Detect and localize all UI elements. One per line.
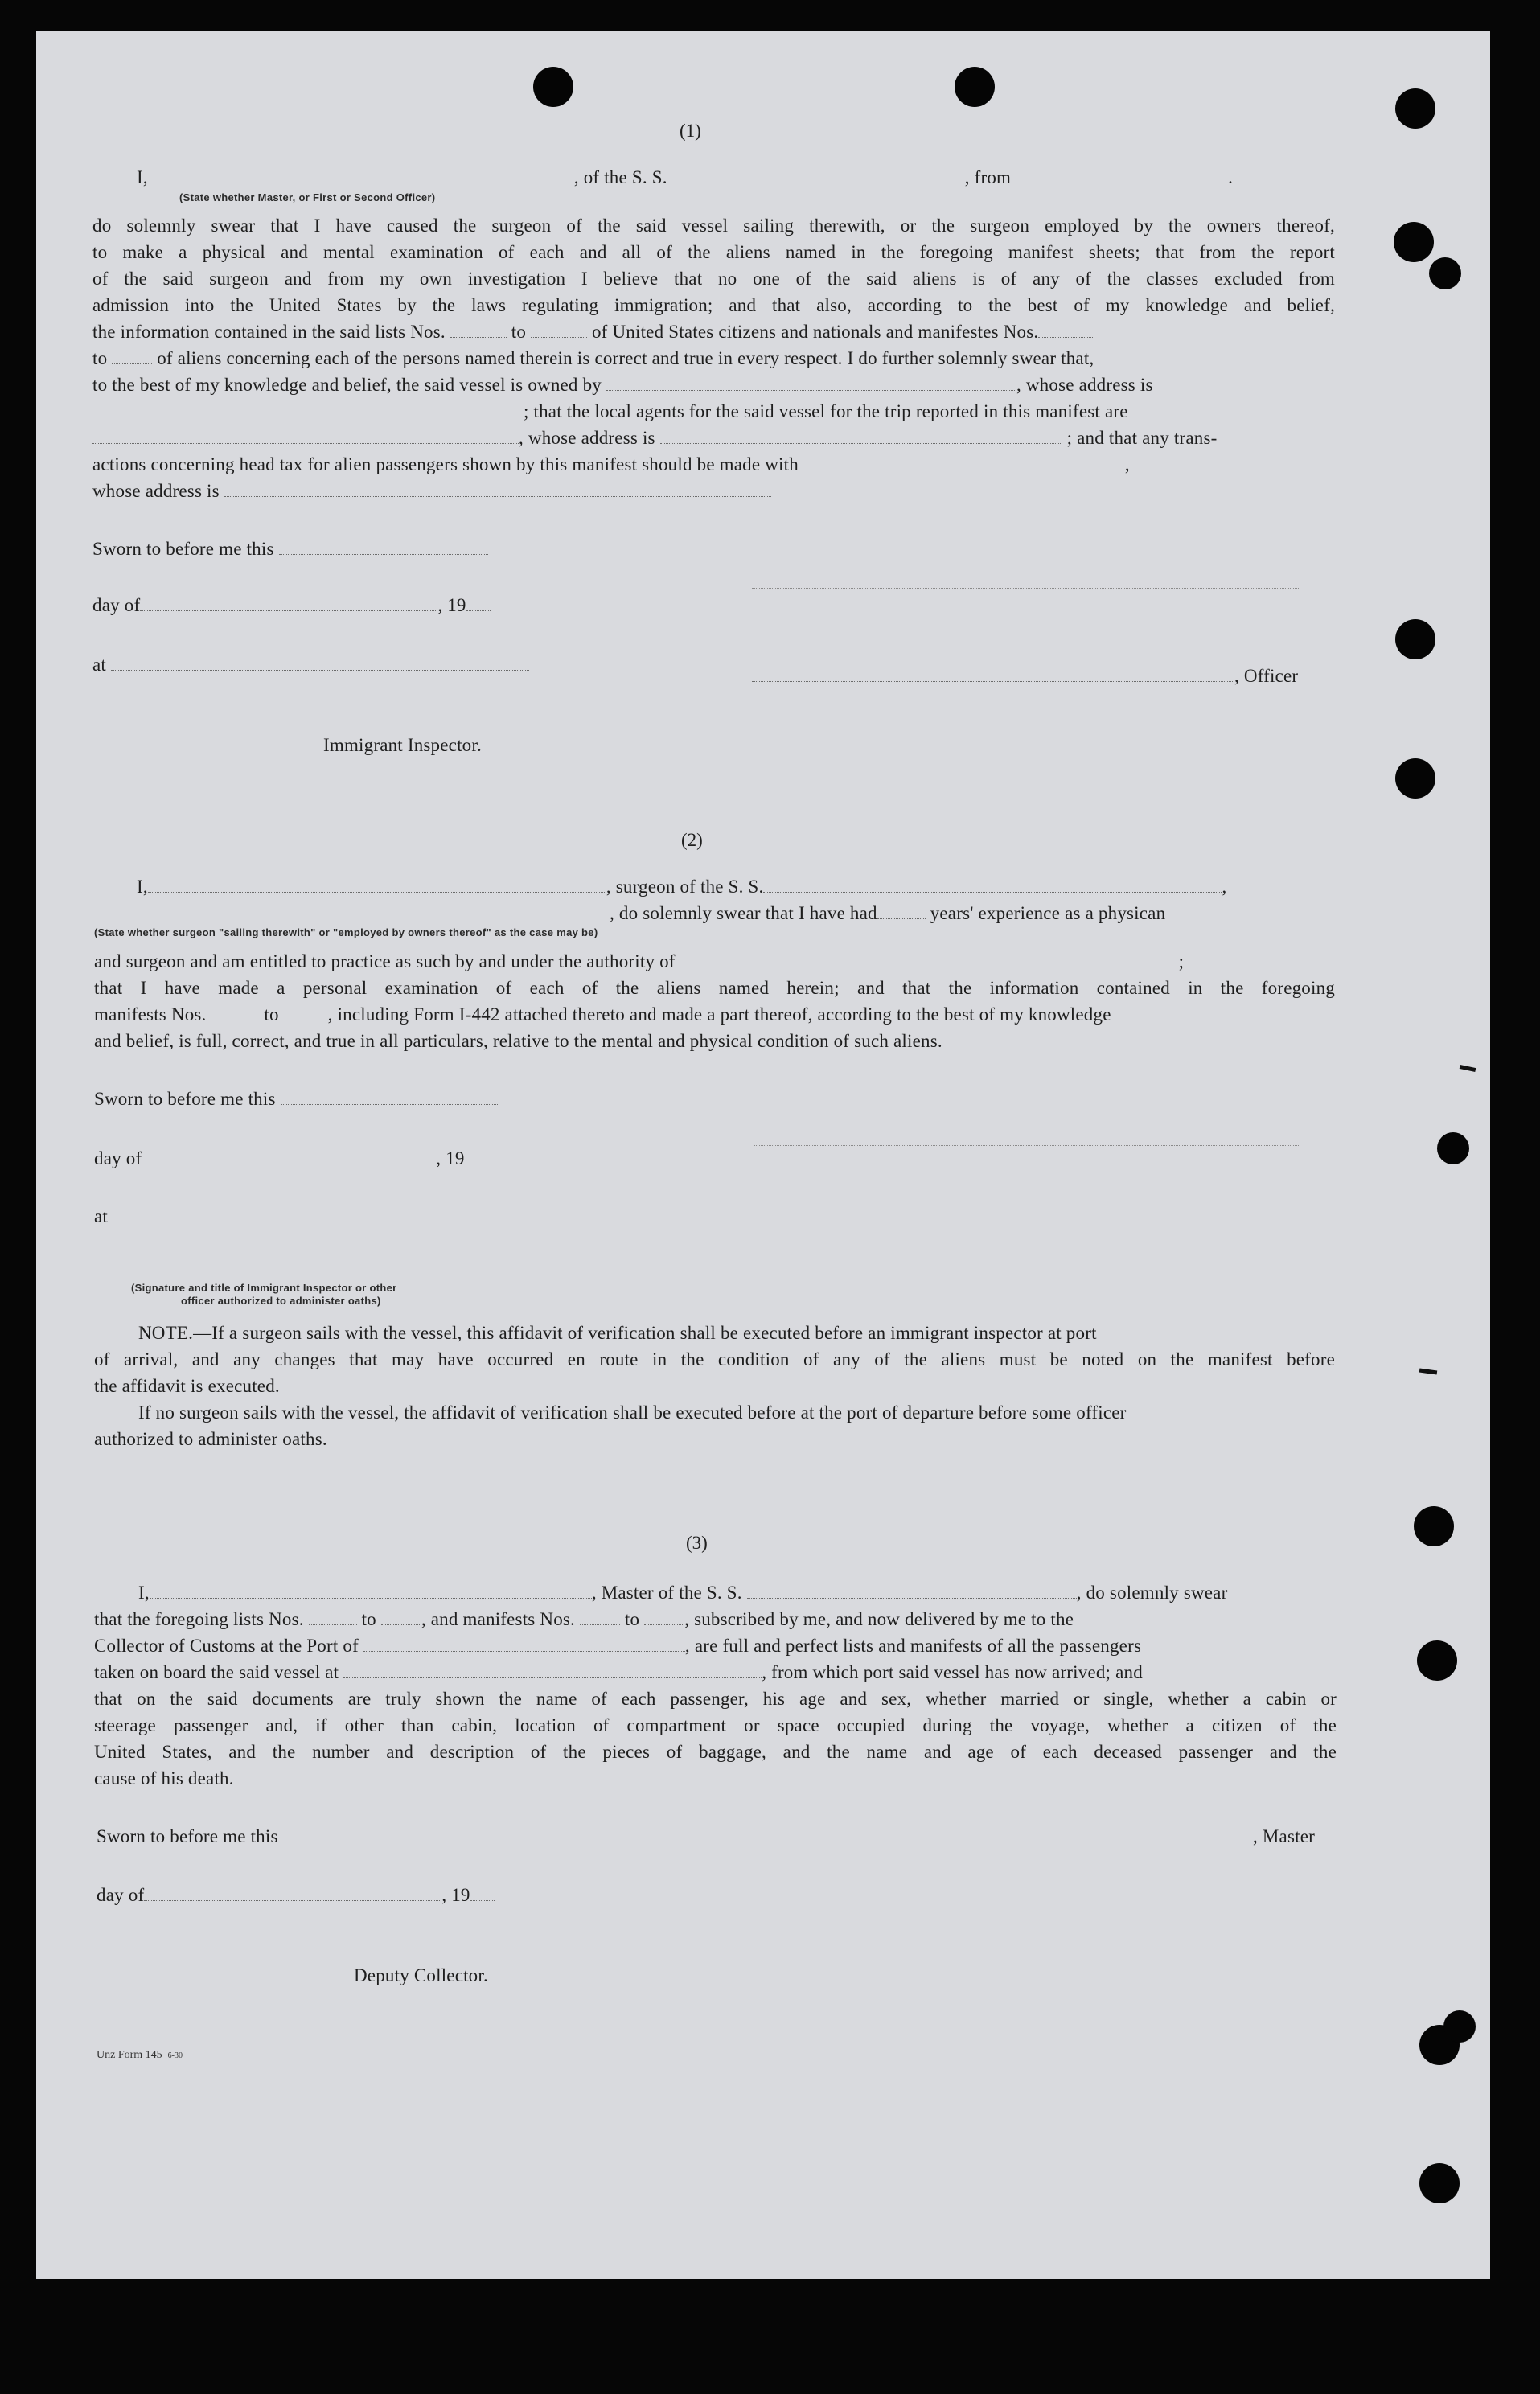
master-line: , Master [754, 1826, 1315, 1847]
oath-line: and surgeon and am entitled to practice as such by and under the authority of ; [94, 951, 1185, 971]
signature-line [754, 1145, 1299, 1146]
oath-line: whose address is [92, 481, 771, 502]
oath-line: and belief, is full, correct, and true in all particulars, relative to the mental and physical condition of such aliens. [94, 1031, 942, 1051]
oath-line: of the said surgeon and from my own investigation I believe that no one of the said aliens is of any of the classes excluded from [92, 269, 1335, 289]
section-number: (2) [681, 830, 703, 850]
section2-line2: , do solemnly swear that I have had years' experience as a physican [610, 903, 1166, 923]
place-line: at [94, 1206, 523, 1227]
signature-note: officer authorized to administer oaths) [181, 1295, 381, 1307]
ink-speck [1460, 1065, 1476, 1072]
note-line: If no surgeon sails with the vessel, the affidavit of verification shall be executed before at the port of departure before some officer [138, 1402, 1127, 1423]
signature-line [752, 588, 1299, 589]
surgeon-note: (State whether surgeon "sailing therewith" or "employed by owners thereof" as the case may be) [94, 926, 598, 938]
punch-hole [1394, 222, 1434, 262]
oath-line: that on the said documents are truly shown the name of each passenger, his age and sex, whether married or single, whether a cabin or [94, 1689, 1337, 1709]
oath-line: to make a physical and mental examination of each and all of the aliens named in the foregoing manifest sheets; that from the report [92, 242, 1335, 262]
note-line: the affidavit is executed. [94, 1376, 280, 1396]
section2-line1: I, , surgeon of the S. S. , [137, 877, 1227, 897]
oath-line: manifests Nos. to , including Form I-442 attached thereto and made a part thereof, according to the best of my knowledge [94, 1004, 1111, 1025]
document-page [36, 31, 1490, 2279]
date-line: day of , 19 [94, 1148, 489, 1169]
punch-hole [533, 67, 573, 107]
punch-hole [1414, 1506, 1454, 1546]
section-number: (3) [686, 1533, 708, 1553]
officer-note: (State whether Master, or First or Second Officer) [179, 191, 436, 203]
place-line: at [92, 655, 529, 675]
inspector-title: Immigrant Inspector. [323, 735, 482, 755]
punch-hole [1395, 758, 1435, 799]
punch-hole [1419, 2163, 1460, 2203]
oath-line: to the best of my knowledge and belief, the said vessel is owned by , whose address is [92, 375, 1153, 395]
punch-hole [1395, 619, 1435, 659]
oath-line: actions concerning head tax for alien passengers shown by this manifest should be made with , [92, 454, 1130, 474]
punch-hole [1437, 1132, 1469, 1164]
oath-line: the information contained in the said lists Nos. to of United States citizens and nationals and manifestes Nos. [92, 322, 1094, 343]
punch-hole [1443, 2010, 1476, 2043]
oath-line: cause of his death. [94, 1768, 234, 1788]
punch-hole [955, 67, 995, 107]
section-number: (1) [680, 121, 701, 141]
sworn-label: Sworn to before me this [92, 539, 488, 560]
oath-line: do solemnly swear that I have caused the surgeon of the said vessel sailing therewith, or the surgeon employed by the owners thereof, [92, 216, 1335, 236]
officer-line: , Officer [752, 666, 1298, 687]
section1-line1: I, , of the S. S. , from . [137, 167, 1234, 187]
punch-hole [1417, 1640, 1457, 1681]
oath-line: that the foregoing lists Nos. to , and manifests Nos. to , subscribed by me, and now delivered by me to the [94, 1609, 1074, 1629]
oath-line: taken on board the said vessel at , from which port said vessel has now arrived; and [94, 1662, 1143, 1682]
oath-line: ; that the local agents for the said vessel for the trip reported in this manifest are [92, 401, 1128, 422]
oath-line: steerage passenger and, if other than cabin, location of compartment or space occupied during the voyage, whether a citizen of the [94, 1715, 1337, 1735]
oath-line: United States, and the number and description of the pieces of baggage, and the name and age of each deceased passenger and the [94, 1742, 1337, 1762]
oath-line: that I have made a personal examination of each of the aliens named herein; and that the information contained in the foregoing [94, 978, 1335, 998]
note-line: authorized to administer oaths. [94, 1429, 327, 1449]
sworn-label: Sworn to before me this [94, 1089, 498, 1110]
collector-title: Deputy Collector. [354, 1965, 488, 1985]
oath-line: , whose address is ; and that any trans- [92, 428, 1217, 449]
note-line: of arrival, and any changes that may have occurred en route in the condition of any of the aliens must be noted on the manifest before [94, 1349, 1335, 1369]
punch-hole [1429, 257, 1461, 289]
form-number: Unz Form 145 6-30 [97, 2049, 183, 2061]
sworn-label: Sworn to before me this [97, 1826, 500, 1847]
section3-line1: I, , Master of the S. S. , do solemnly swear [138, 1583, 1228, 1603]
ink-speck [1419, 1368, 1437, 1374]
punch-hole [1395, 88, 1435, 129]
date-line: day of , 19 [97, 1885, 495, 1906]
note-line: NOTE.—If a surgeon sails with the vessel, this affidavit of verification shall be executed before an immigrant inspector at port [138, 1323, 1097, 1343]
oath-line: Collector of Customs at the Port of , are full and perfect lists and manifests of all the passengers [94, 1636, 1142, 1656]
signature-note: (Signature and title of Immigrant Inspector or other [131, 1282, 397, 1294]
date-line: day of , 19 [92, 595, 491, 616]
oath-line: admission into the United States by the laws regulating immigration; and that also, according to the best of my knowledge and belief, [92, 295, 1335, 315]
oath-line: to of aliens concerning each of the persons named therein is correct and true in every respect. I do further solemnly swear that, [92, 348, 1094, 368]
